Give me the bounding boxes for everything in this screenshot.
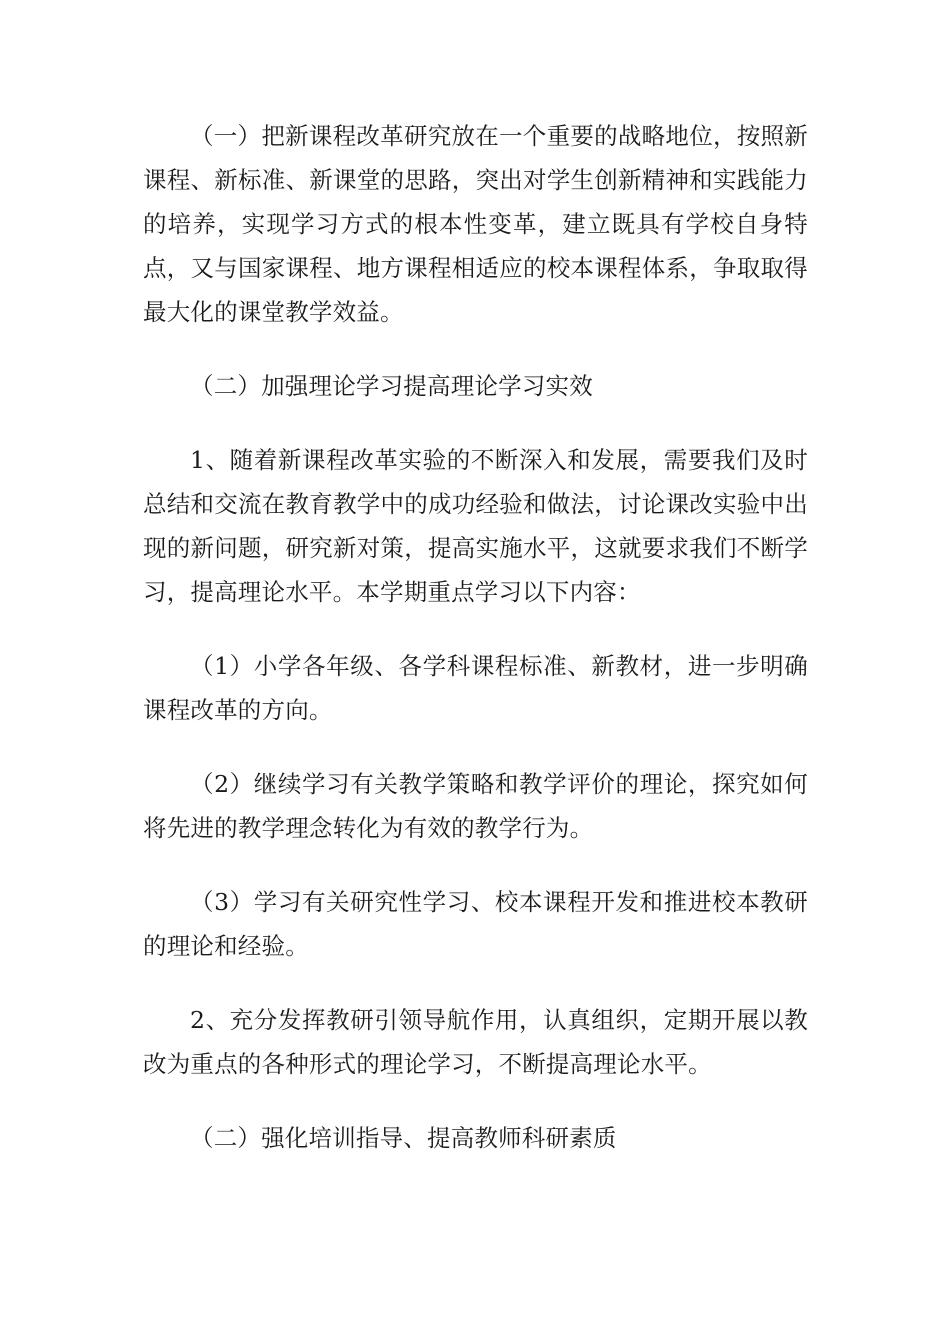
paragraph-heading-3: （二）强化培训指导、提高教师科研素质 <box>190 1124 617 1152</box>
paragraph-item-1: 1、随着新课程改革实验的不断深入和发展，需要我们及时总结和交流在教育教学中的成功经验和做法，讨论课改实验中出现的新问题，研究新对策，提高实施水平，这就要求我们不断学习，提高理论水平。本学期重点学习以下内容： <box>143 446 808 606</box>
paragraph-subitem-2: （2）继续学习有关教学策略和教学评价的理论，探究如何将先进的教学理念转化为有效的教学行为。 <box>143 770 808 842</box>
document-page <box>143 114 808 1190</box>
paragraph-section-1: （一）把新课程改革研究放在一个重要的战略地位，按照新课程、新标准、新课堂的思路，突出对学生创新精神和实践能力的培养，实现学习方式的根本性变革，建立既具有学校自身特点，又与国家课程、地方课程相适应的校本课程体系，争取取得最大化的课堂教学效益。 <box>143 122 808 326</box>
paragraph-heading-2: （二）加强理论学习提高理论学习实效 <box>190 372 593 400</box>
paragraph-subitem-1: （1）小学各年级、各学科课程标准、新教材，进一步明确课程改革的方向。 <box>143 652 808 724</box>
paragraph-subitem-3: （3）学习有关研究性学习、校本课程开发和推进校本教研的理论和经验。 <box>143 888 808 960</box>
paragraph-item-2: 2、充分发挥教研引领导航作用，认真组织，定期开展以教改为重点的各种形式的理论学习，不断提高理论水平。 <box>143 1006 808 1078</box>
